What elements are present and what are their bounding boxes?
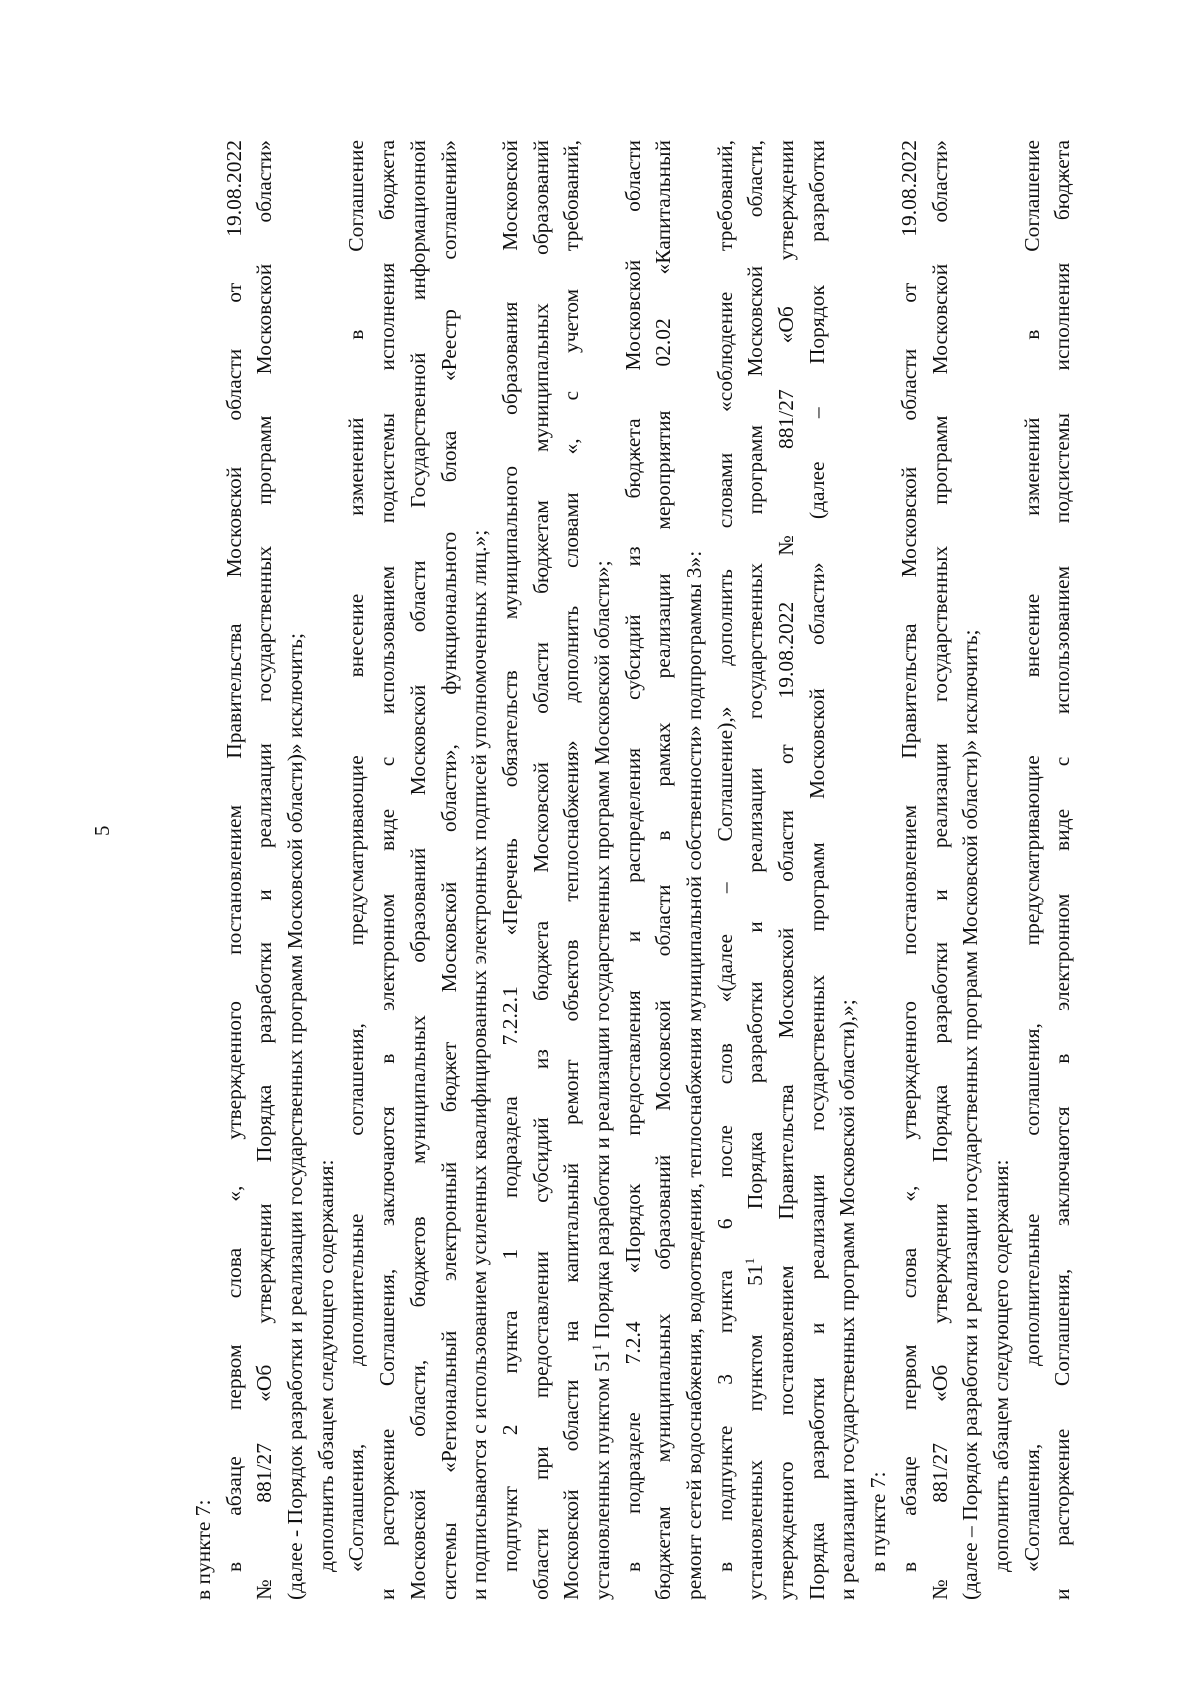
text-line-content: Порядка разработки и реализации государственных программ Московской области» (далее – Порядок разработки <box>804 140 829 1600</box>
text-line-content: области при предоставлении субсидий из бюджета Московской области бюджетам муниципальных образований <box>528 140 553 1600</box>
text-line-content: в подпункте 3 пункта 6 после слов «(далее – Соглашение),» дополнить словами «соблюдение требований, <box>712 140 737 1572</box>
text-line-content: бюджетам муниципальных образований Московской области в рамках реализации мероприятия 02.02 «Капитальный <box>651 140 676 1600</box>
text-line-content: в абзаце первом слова «, утвержденного постановлением Правительства Московской области от 19.08.2022 <box>896 140 921 1572</box>
text-line <box>341 140 372 1600</box>
text-line <box>648 140 679 1600</box>
text-line-content: № 881/27 «Об утверждении Порядка разработки и реализации государственных программ Московской области» <box>927 140 952 1600</box>
text-line-content: установленных пунктом 51 <box>589 1350 614 1600</box>
text-line <box>587 140 618 1600</box>
text-line-content: «Соглашения, дополнительные соглашения, предусматривающие внесение изменений в Соглашение <box>1019 140 1044 1572</box>
text-line-content: «Соглашения, дополнительные соглашения, предусматривающие внесение изменений в Соглашение <box>344 140 369 1572</box>
text-line-content: и реализации государственных программ Московской области),»; <box>835 999 860 1600</box>
text-line-content: Московской области на капитальный ремонт объектов теплоснабжения» дополнить словами «, с учетом требований, <box>559 140 584 1600</box>
text-line-content: Московской области, бюджетов муниципальных образований Московской области Государственной информационной <box>405 140 430 1600</box>
text-line <box>894 140 925 1600</box>
page-number: 5 <box>90 825 114 836</box>
text-line-continuation: Порядка разработки и реализации государственных программ Московской области»; <box>589 560 614 1345</box>
text-line <box>403 140 434 1600</box>
text-line <box>556 140 587 1600</box>
text-line-content: и расторжение Соглашения, заключаются в электронном виде с использованием подсистемы исполнения бюджета <box>375 140 400 1600</box>
text-line <box>925 140 956 1600</box>
text-line <box>464 140 495 1600</box>
text-line <box>526 140 557 1600</box>
text-line <box>1047 140 1078 1600</box>
text-line-content: (далее – Порядок разработки и реализации государственных программ Московской области)» исключить; <box>958 629 983 1600</box>
text-line <box>188 140 219 1600</box>
text-line <box>679 140 710 1600</box>
text-line <box>219 140 250 1600</box>
text-line <box>710 140 741 1600</box>
superscript: 1 <box>588 1344 604 1351</box>
text-line-content: в пункте 7: <box>191 1499 215 1600</box>
text-line-content: (далее - Порядок разработки и реализации государственных программ Московской области)» исключить; <box>283 633 308 1600</box>
text-line <box>986 140 1017 1600</box>
text-line <box>832 140 863 1600</box>
text-line-content: ремонт сетей водоснабжения, водоотведения, теплоснабжения муниципальной собственности» подпрограммы 3»: <box>682 550 706 1600</box>
text-line <box>771 140 802 1600</box>
text-line-content: дополнить абзацем следующего содержания: <box>313 1159 338 1572</box>
text-line <box>1017 140 1048 1600</box>
text-line <box>311 140 342 1600</box>
text-line <box>434 140 465 1600</box>
text-line <box>863 140 894 1600</box>
text-line <box>802 140 833 1600</box>
text-line <box>495 140 526 1600</box>
superscript: 1 <box>742 1257 758 1265</box>
text-line-content: подпункт 2 пункта 1 подраздела 7.2.2.1 «Перечень обязательств муниципального образования Московской <box>497 140 522 1572</box>
text-line <box>740 140 771 1600</box>
text-line-content: в абзаце первом слова «, утвержденного постановлением Правительства Московской области от 19.08.2022 <box>221 140 246 1572</box>
text-line <box>955 140 986 1600</box>
text-line-continuation: Порядка разработки и реализации государственных программ Московской области, <box>743 140 768 1258</box>
text-line-content: установленных пунктом 51 <box>743 1264 768 1600</box>
text-line-content: № 881/27 «Об утверждении Порядка разработки и реализации государственных программ Московской области» <box>252 140 277 1600</box>
text-line <box>372 140 403 1600</box>
text-line-content: в пункте 7: <box>866 1471 891 1572</box>
text-line <box>618 140 649 1600</box>
text-line-content: утвержденного постановлением Правительства Московской области от 19.08.2022 № 881/27 «Об утверждении <box>774 140 799 1600</box>
rotated-text-body <box>188 140 1075 1600</box>
text-line-content: в подразделе 7.2.4 «Порядок предоставления и распределения субсидий из бюджета Московской области <box>620 140 645 1572</box>
text-line-content: системы «Региональный электронный бюджет Московской области», функционального блока «Реестр соглашений» <box>436 140 461 1600</box>
text-line <box>280 140 311 1600</box>
text-line-content: и расторжение Соглашения, заключаются в электронном виде с использованием подсистемы исполнения бюджета <box>1050 140 1075 1600</box>
text-line-content: и подписываются с использованием усиленных квалифицированных электронных подписей уполномоченных лиц.»; <box>467 529 492 1600</box>
text-line-content: дополнить абзацем следующего содержания: <box>988 1159 1013 1572</box>
text-line <box>249 140 280 1600</box>
